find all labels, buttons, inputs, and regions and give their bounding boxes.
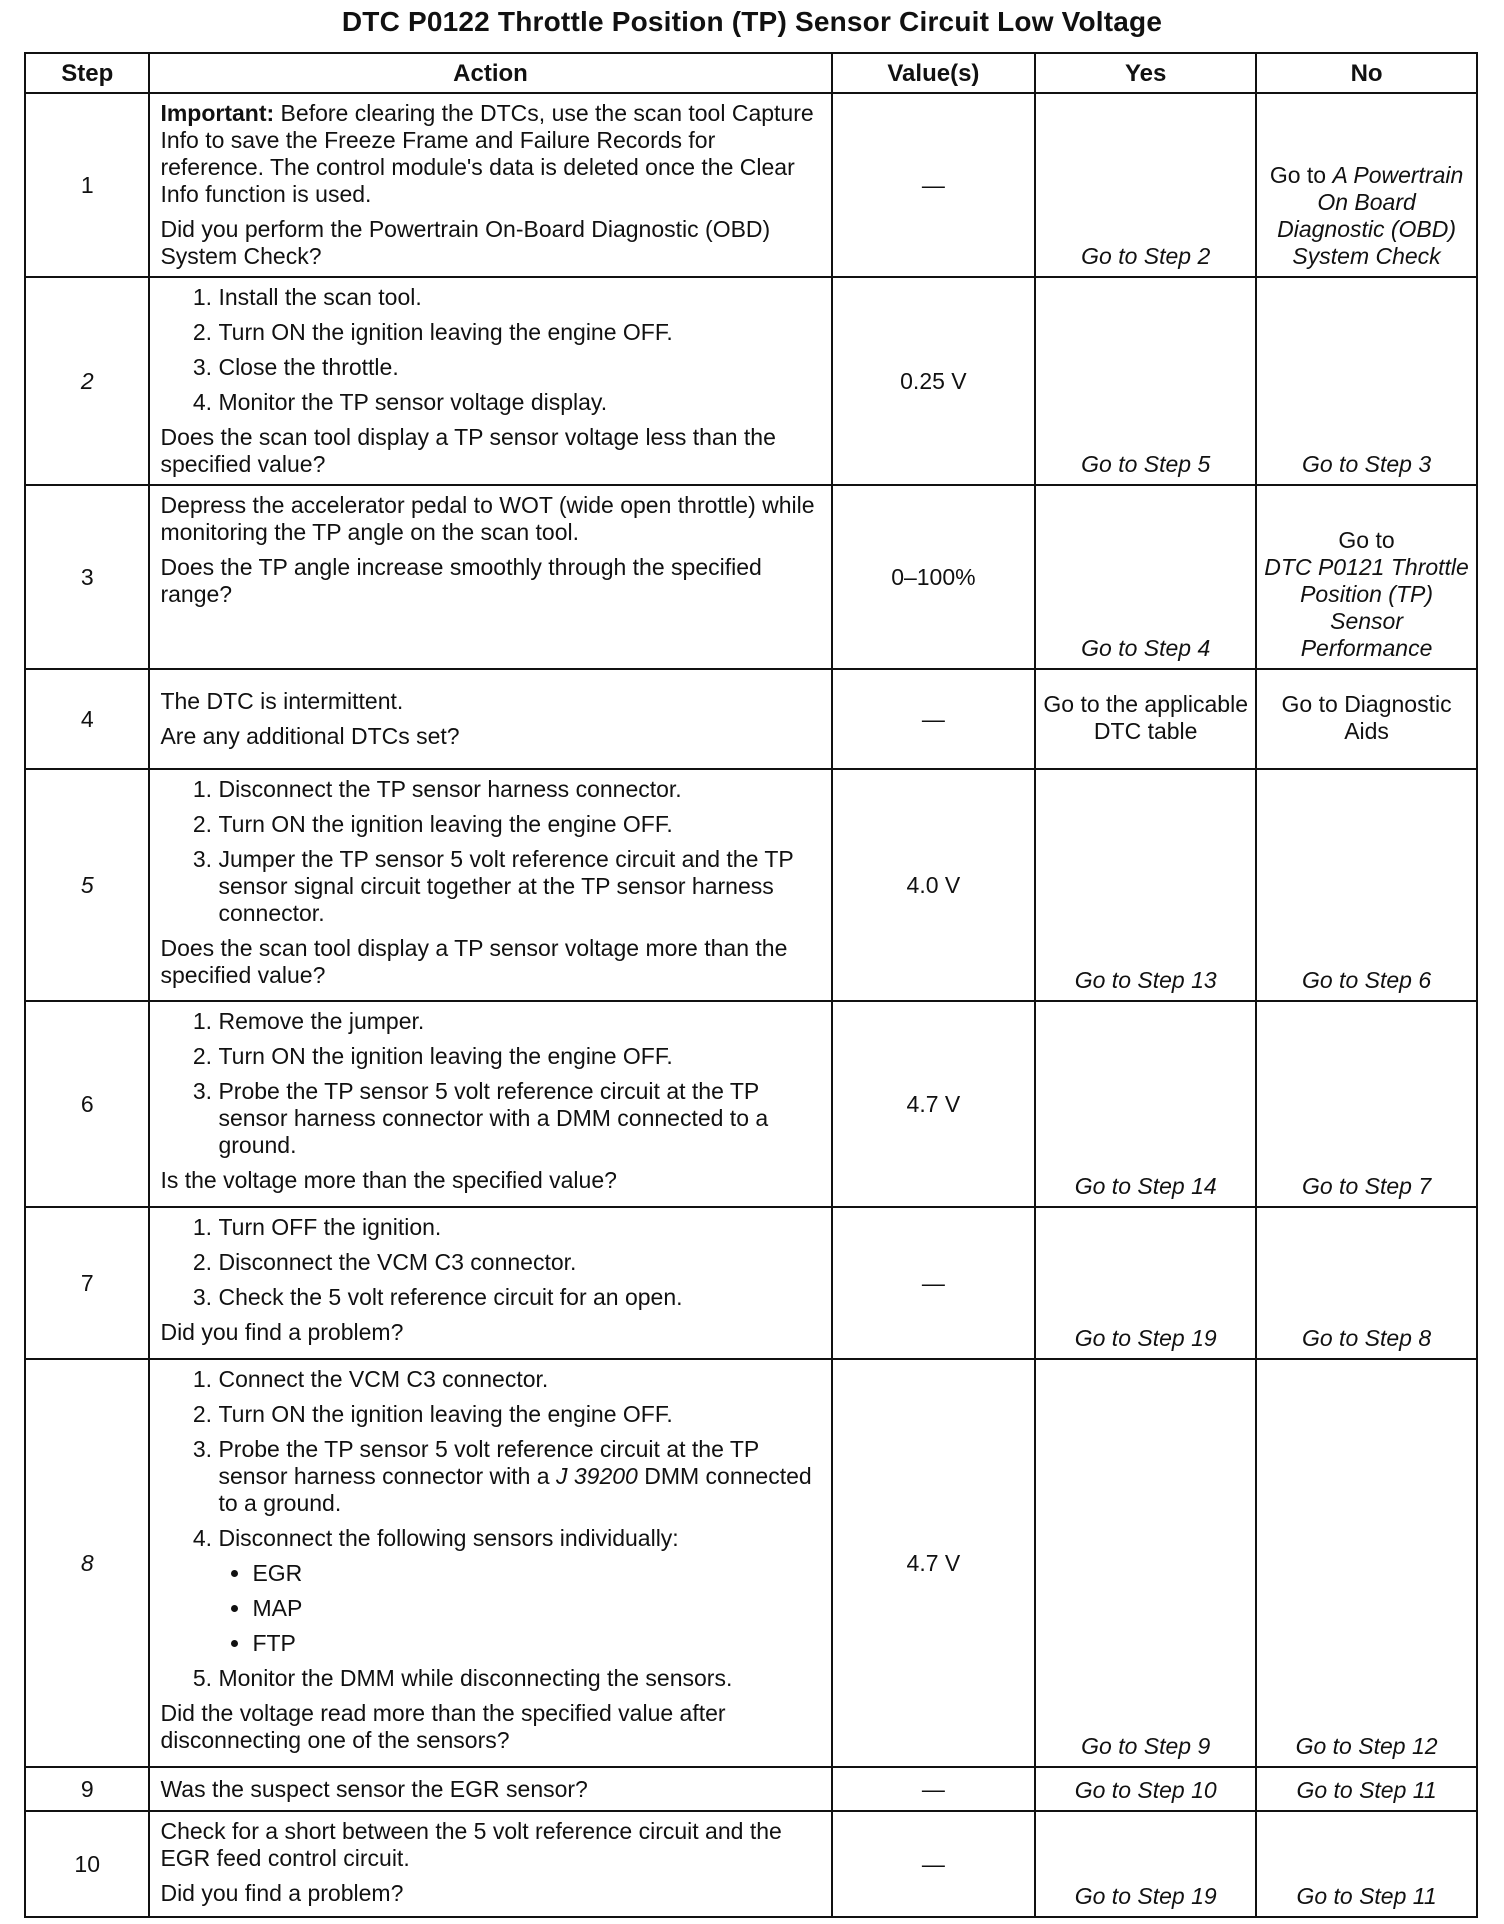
value-cell: 0.25 V — [832, 277, 1036, 485]
important-label: Important: — [160, 100, 275, 126]
procedure-step: 3. Probe the TP sensor 5 volt reference circuit at the TP sensor harness connector with a DMM connected to a ground. — [218, 1078, 820, 1159]
procedure-list — [160, 1366, 820, 1692]
no-reference: DTC P0121 Throttle Position (TP) Sensor Performance — [1264, 554, 1469, 661]
sensor-item: • FTP — [252, 1630, 820, 1657]
step-number: 10 — [25, 1811, 149, 1917]
procedure-list — [160, 1214, 820, 1311]
no-cell: Go to Step 6 — [1256, 769, 1477, 1001]
procedure-step: 1. Install the scan tool. — [218, 284, 820, 311]
step-number: 5 — [25, 769, 149, 1001]
action-cell — [149, 1001, 831, 1207]
no-cell: Go to Step 3 — [1256, 277, 1477, 485]
no-cell: Go to Step 11 — [1256, 1811, 1477, 1917]
value-cell: — — [832, 1207, 1036, 1359]
value-cell: 4.0 V — [832, 769, 1036, 1001]
step-text: Probe the TP sensor 5 volt reference circuit at the TP sensor harness connector with a — [218, 1436, 759, 1489]
step-text: Disconnect the following sensors individually: — [218, 1525, 679, 1551]
no-cell: Go to Step 11 — [1256, 1767, 1477, 1811]
no-reference: A Powertrain On Board Diagnostic (OBD) System Check — [1277, 162, 1464, 269]
question-text: Are any additional DTCs set? — [160, 723, 460, 749]
table-row — [25, 1811, 1477, 1917]
question-text: Did the voltage read more than the specified value after disconnecting one of the sensors? — [160, 1700, 726, 1753]
yes-cell: Go to Step 2 — [1035, 93, 1256, 277]
table-row — [25, 277, 1477, 485]
action-cell — [149, 769, 831, 1001]
procedure-step: 4. Monitor the TP sensor voltage display. — [218, 389, 820, 416]
no-cell: Go to Step 7 — [1256, 1001, 1477, 1207]
yes-cell: Go to Step 14 — [1035, 1001, 1256, 1207]
table-row — [25, 669, 1477, 769]
value-cell: — — [832, 93, 1036, 277]
question-text: Does the TP angle increase smoothly through the specified range? — [160, 554, 762, 607]
no-cell: Go to Diagnostic Aids — [1256, 669, 1477, 769]
value-cell: — — [832, 669, 1036, 769]
important-text: Before clearing the DTCs, use the scan tool Capture Info to save the Freeze Frame and Failure Records for reference. The control module's data is deleted once the Clear Info function is used. — [160, 100, 814, 207]
no-prefix: Go to — [1269, 162, 1333, 188]
table-row — [25, 1207, 1477, 1359]
procedure-step: 1. Remove the jumper. — [218, 1008, 820, 1035]
diagnostic-table — [24, 52, 1478, 1918]
step-number: 8 — [25, 1359, 149, 1767]
action-cell — [149, 277, 831, 485]
instruction-text: Check for a short between the 5 volt reference circuit and the EGR feed control circuit. — [160, 1818, 782, 1871]
page-title: DTC P0122 Throttle Position (TP) Sensor Circuit Low Voltage — [341, 6, 1163, 37]
action-cell — [149, 93, 831, 277]
table-row — [25, 1767, 1477, 1811]
procedure-step: 1. Connect the VCM C3 connector. — [218, 1366, 820, 1393]
instruction-text: Depress the accelerator pedal to WOT (wide open throttle) while monitoring the TP angle on the scan tool. — [160, 492, 815, 545]
action-cell — [149, 485, 831, 669]
table-row — [25, 1359, 1477, 1767]
step-number: 1 — [25, 93, 149, 277]
table-row — [25, 1001, 1477, 1207]
table-header-row — [25, 53, 1477, 93]
step-number: 7 — [25, 1207, 149, 1359]
yes-cell: Go to Step 9 — [1035, 1359, 1256, 1767]
procedure-step — [218, 1525, 820, 1657]
action-cell — [149, 1767, 831, 1811]
value-cell: — — [832, 1767, 1036, 1811]
step-number: 4 — [25, 669, 149, 769]
value-cell: 4.7 V — [832, 1001, 1036, 1207]
action-cell — [149, 1811, 831, 1917]
important-note — [160, 100, 820, 208]
table-row — [25, 769, 1477, 1001]
no-prefix: Go to — [1338, 527, 1395, 553]
procedure-list — [160, 1008, 820, 1159]
procedure-step: 1. Disconnect the TP sensor harness connector. — [218, 776, 820, 803]
yes-cell: Go to Step 4 — [1035, 485, 1256, 669]
step-number: 6 — [25, 1001, 149, 1207]
header-no: No — [1256, 53, 1477, 93]
value-cell: 0–100% — [832, 485, 1036, 669]
procedure-step: 3. Close the throttle. — [218, 354, 820, 381]
sensor-item: • EGR — [252, 1560, 820, 1587]
action-cell — [149, 669, 831, 769]
procedure-step: 2. Turn ON the ignition leaving the engine OFF. — [218, 319, 820, 346]
question-text: Did you find a problem? — [160, 1880, 404, 1906]
sensor-list — [218, 1560, 820, 1657]
yes-cell: Go to Step 5 — [1035, 277, 1256, 485]
question-text: Did you perform the Powertrain On-Board Diagnostic (OBD) System Check? — [160, 216, 771, 269]
table-row — [25, 93, 1477, 277]
step-number: 9 — [25, 1767, 149, 1811]
table-row — [25, 485, 1477, 669]
instruction-text: The DTC is intermittent. — [160, 688, 404, 714]
header-yes: Yes — [1035, 53, 1256, 93]
yes-cell: Go to Step 19 — [1035, 1207, 1256, 1359]
no-cell — [1256, 485, 1477, 669]
action-cell — [149, 1359, 831, 1767]
header-step: Step — [25, 53, 149, 93]
value-cell: 4.7 V — [832, 1359, 1036, 1767]
no-cell: Go to Step 8 — [1256, 1207, 1477, 1359]
value-cell: — — [832, 1811, 1036, 1917]
step-text: DMM connected to a ground. — [218, 1463, 812, 1516]
step-number: 2 — [25, 277, 149, 485]
procedure-list — [160, 284, 820, 416]
tool-reference: J 39200 — [555, 1463, 638, 1489]
yes-cell: Go to Step 10 — [1035, 1767, 1256, 1811]
question-text: Did you find a problem? — [160, 1319, 404, 1345]
step-number: 3 — [25, 485, 149, 669]
no-cell: Go to Step 12 — [1256, 1359, 1477, 1767]
procedure-step: 1. Turn OFF the ignition. — [218, 1214, 820, 1241]
yes-cell: Go to Step 13 — [1035, 769, 1256, 1001]
question-text: Does the scan tool display a TP sensor voltage more than the specified value? — [160, 935, 788, 988]
procedure-step: 2. Turn ON the ignition leaving the engine OFF. — [218, 1401, 820, 1428]
procedure-step: 2. Turn ON the ignition leaving the engine OFF. — [218, 1043, 820, 1070]
action-cell — [149, 1207, 831, 1359]
sensor-item: • MAP — [252, 1595, 820, 1622]
no-cell — [1256, 93, 1477, 277]
procedure-step — [218, 1436, 820, 1517]
procedure-step: 2. Disconnect the VCM C3 connector. — [218, 1249, 820, 1276]
procedure-step: 3. Check the 5 volt reference circuit for an open. — [218, 1284, 820, 1311]
header-action: Action — [149, 53, 831, 93]
question-text: Is the voltage more than the specified value? — [160, 1167, 617, 1193]
procedure-step: 3. Jumper the TP sensor 5 volt reference circuit and the TP sensor signal circuit together at the TP sensor harness connector. — [218, 846, 820, 927]
procedure-step: 5. Monitor the DMM while disconnecting the sensors. — [218, 1665, 820, 1692]
header-values: Value(s) — [832, 53, 1036, 93]
yes-cell: Go to Step 19 — [1035, 1811, 1256, 1917]
question-text: Does the scan tool display a TP sensor voltage less than the specified value? — [160, 424, 776, 477]
question-text: Was the suspect sensor the EGR sensor? — [160, 1775, 588, 1802]
procedure-list — [160, 776, 820, 927]
procedure-step: 2. Turn ON the ignition leaving the engine OFF. — [218, 811, 820, 838]
yes-cell: Go to the applicable DTC table — [1035, 669, 1256, 769]
